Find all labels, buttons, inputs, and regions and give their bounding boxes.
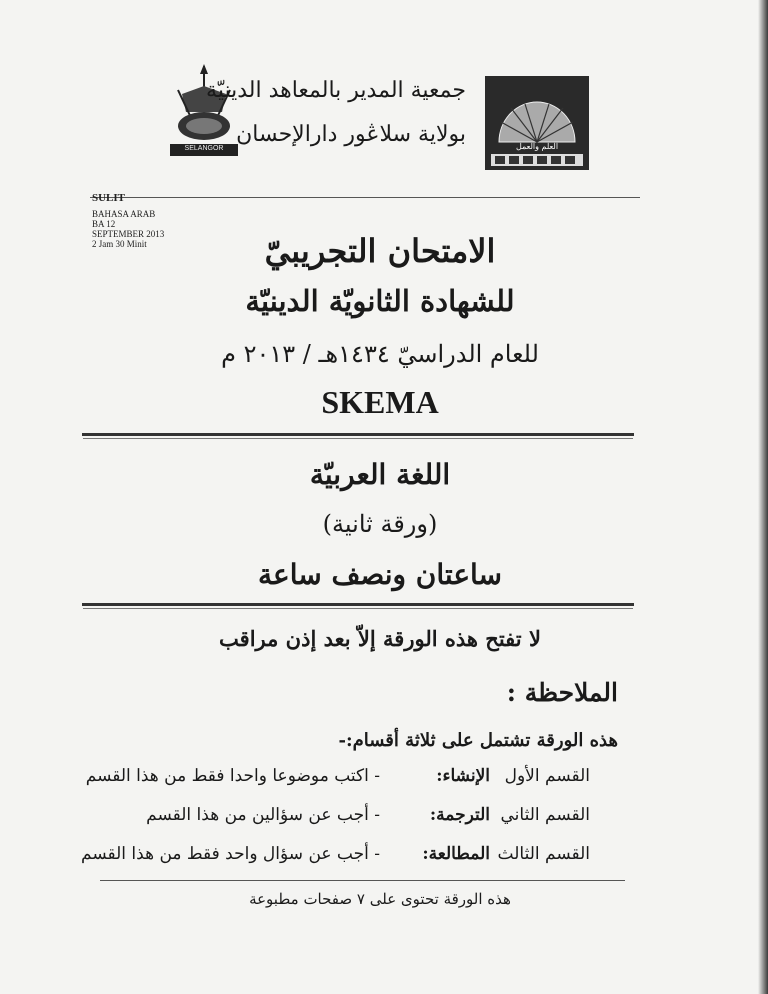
footer-page-count: هذه الورقة تحتوى على ٧ صفحات مطبوعة xyxy=(249,890,511,908)
warning-text: لا تفتح هذه الورقة إلاّ بعد إذن مراقب xyxy=(219,626,541,651)
section-1-name: القسم الأول xyxy=(504,766,590,786)
section-2-instruction: - أجب عن سؤالين من هذا القسم xyxy=(146,805,380,825)
section-1-instruction: - اكتب موضوعا واحدا فقط من هذا القسم xyxy=(85,766,380,786)
paper-duration: ساعتان ونصف ساعة xyxy=(257,558,503,591)
meta-duration: 2 Jam 30 Minit xyxy=(92,239,147,249)
sulit-label: SULIT xyxy=(92,192,126,204)
paper-part: (ورقة ثانية) xyxy=(322,510,438,538)
org-name-line2: بولاية سلاڠور دارالإحسان xyxy=(236,122,466,147)
exam-certificate: للشهادة الثانويّة الدينيّة xyxy=(245,284,515,318)
academic-year: للعام الدراسيّ ١٤٣٤هـ / ٢٠١٣ م xyxy=(221,340,539,368)
footer-divider xyxy=(100,880,625,881)
notes-heading: الملاحظة : xyxy=(506,678,618,707)
org-name-line1: جمعية المدير بالمعاهد الدينيّة xyxy=(206,78,466,103)
scan-edge-shadow xyxy=(758,0,768,994)
meta-subject: BAHASA ARAB xyxy=(92,209,156,219)
crest-banner-label: SELANGOR xyxy=(184,145,224,152)
meta-code: BA 12 xyxy=(92,219,116,229)
section-3-name: القسم الثالث xyxy=(497,844,590,864)
section-3-instruction: - أجب عن سؤال واحد فقط من هذا القسم xyxy=(81,844,380,864)
notes-intro: هذه الورقة تشتمل على ثلاثة أقسام:- xyxy=(338,730,618,751)
meta-date: SEPTEMBER 2013 xyxy=(92,229,165,239)
top-double-rule xyxy=(82,433,634,436)
paper-subject: اللغة العربيّة xyxy=(309,458,451,491)
bottom-double-rule xyxy=(82,603,634,606)
section-2-type: الترجمة: xyxy=(429,805,490,825)
section-3-type: المطالعة: xyxy=(422,844,490,864)
skema-label: SKEMA xyxy=(321,384,439,420)
institution-emblem-logo xyxy=(485,76,589,170)
meta-block xyxy=(92,193,164,249)
section-1-type: الإنشاء: xyxy=(436,766,490,786)
header-divider xyxy=(90,197,640,198)
section-2-name: القسم الثاني xyxy=(500,805,590,825)
emblem-motto: العلم والعمل xyxy=(515,142,559,151)
exam-title: الامتحان التجريبيّ xyxy=(264,232,496,270)
